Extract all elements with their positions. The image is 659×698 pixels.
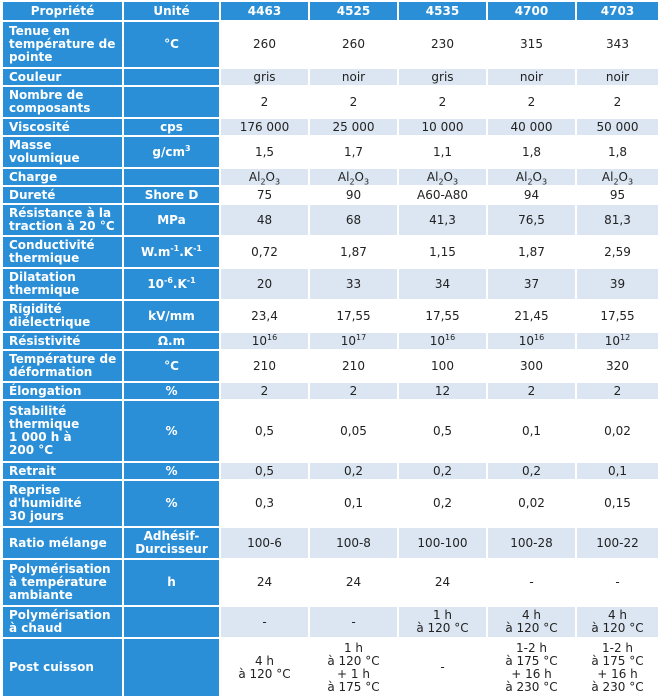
unit-cell: h	[123, 559, 220, 606]
unit-cell	[123, 606, 220, 638]
property-label: Charge	[2, 168, 123, 186]
value-cell: 100-6	[220, 527, 309, 559]
table-row	[2, 400, 659, 462]
value-cell: -	[220, 606, 309, 638]
value-cell: 100-28	[487, 527, 576, 559]
property-label: Tenue en température de pointe	[2, 21, 123, 68]
unit-cell: %	[123, 480, 220, 527]
value-cell: 0,15	[576, 480, 659, 527]
value-cell: 0,1	[309, 480, 398, 527]
unit-cell	[123, 638, 220, 697]
table-row	[2, 118, 659, 136]
property-label: Reprise d'humidité 30 jours	[2, 480, 123, 527]
value-cell: 0,5	[220, 462, 309, 480]
property-label: Viscosité	[2, 118, 123, 136]
value-cell: 39	[576, 268, 659, 300]
property-label: Résistivité	[2, 332, 123, 350]
value-cell: $10^{16}$	[398, 332, 487, 350]
table-row	[2, 68, 659, 86]
table-row	[2, 559, 659, 606]
property-label: Élongation	[2, 382, 123, 400]
unit-cell: Ω.m	[123, 332, 220, 350]
header-propriete: Propriété	[2, 1, 123, 21]
value-cell: 1-2 h à 175 °C + 16 h à 230 °C	[576, 638, 659, 697]
property-label: Dureté	[2, 186, 123, 204]
value-cell: 320	[576, 350, 659, 382]
table-row	[2, 21, 659, 68]
value-cell: 4 h à 120 °C	[220, 638, 309, 697]
value-cell: 0,3	[220, 480, 309, 527]
unit-cell: %	[123, 382, 220, 400]
value-cell: 24	[220, 559, 309, 606]
value-cell: 1,87	[487, 236, 576, 268]
value-cell: 2,59	[576, 236, 659, 268]
table-row	[2, 86, 659, 118]
value-cell: 2	[487, 86, 576, 118]
header-4703: 4703	[576, 1, 659, 21]
unit-cell	[123, 68, 220, 86]
value-cell: 4 h à 120 °C	[487, 606, 576, 638]
value-cell: $Al_2O_3$	[487, 168, 576, 186]
value-cell: 0,02	[487, 480, 576, 527]
value-cell: gris	[398, 68, 487, 86]
value-cell: 24	[309, 559, 398, 606]
value-cell: 25 000	[309, 118, 398, 136]
header-4525: 4525	[309, 1, 398, 21]
value-cell: 1 h à 120 °C + 1 h à 175 °C	[309, 638, 398, 697]
unit-cell	[123, 86, 220, 118]
property-label: Polymérisation à température ambiante	[2, 559, 123, 606]
value-cell: 17,55	[576, 300, 659, 332]
value-cell: 20	[220, 268, 309, 300]
value-cell: $10^{16}$	[487, 332, 576, 350]
unit-cell: Adhésif- Durcisseur	[123, 527, 220, 559]
table-row	[2, 300, 659, 332]
value-cell: $Al_2O_3$	[398, 168, 487, 186]
property-label: Nombre de composants	[2, 86, 123, 118]
value-cell: 260	[309, 21, 398, 68]
property-label: Conductivité thermique	[2, 236, 123, 268]
value-cell: 12	[398, 382, 487, 400]
header-4535: 4535	[398, 1, 487, 21]
value-cell: 1,7	[309, 136, 398, 168]
table-row	[2, 527, 659, 559]
value-cell: 100-100	[398, 527, 487, 559]
value-cell: 0,5	[220, 400, 309, 462]
value-cell: 260	[220, 21, 309, 68]
value-cell: 24	[398, 559, 487, 606]
value-cell: 0,72	[220, 236, 309, 268]
value-cell: 210	[309, 350, 398, 382]
value-cell: gris	[220, 68, 309, 86]
value-cell: 2	[220, 86, 309, 118]
value-cell: 17,55	[309, 300, 398, 332]
property-label: Polymérisation à chaud	[2, 606, 123, 638]
value-cell: 1,1	[398, 136, 487, 168]
value-cell: -	[576, 559, 659, 606]
value-cell: 1,15	[398, 236, 487, 268]
unit-cell: %	[123, 462, 220, 480]
table-row	[2, 462, 659, 480]
unit-cell: $g/cm^3$	[123, 136, 220, 168]
value-cell: 210	[220, 350, 309, 382]
unit-cell: kV/mm	[123, 300, 220, 332]
value-cell: $Al_2O_3$	[576, 168, 659, 186]
unit-cell: cps	[123, 118, 220, 136]
value-cell: 48	[220, 204, 309, 236]
value-cell: 1,87	[309, 236, 398, 268]
value-cell: 2	[309, 86, 398, 118]
value-cell: 33	[309, 268, 398, 300]
table-row	[2, 332, 659, 350]
value-cell: 0,5	[398, 400, 487, 462]
value-cell: 4 h à 120 °C	[576, 606, 659, 638]
value-cell: 2	[576, 86, 659, 118]
value-cell: 2	[309, 382, 398, 400]
unit-cell: $W.m^{-1}.K^{-1}$	[123, 236, 220, 268]
value-cell: 100-22	[576, 527, 659, 559]
unit-cell: MPa	[123, 204, 220, 236]
value-cell: 2	[576, 382, 659, 400]
property-label: Température de déformation	[2, 350, 123, 382]
value-cell: 94	[487, 186, 576, 204]
unit-cell: %	[123, 400, 220, 462]
value-cell: 1-2 h à 175 °C + 16 h à 230 °C	[487, 638, 576, 697]
unit-cell: °C	[123, 21, 220, 68]
value-cell: 0,2	[398, 480, 487, 527]
value-cell: 41,3	[398, 204, 487, 236]
property-label: Couleur	[2, 68, 123, 86]
value-cell: -	[487, 559, 576, 606]
value-cell: 176 000	[220, 118, 309, 136]
value-cell: 75	[220, 186, 309, 204]
value-cell: A60-A80	[398, 186, 487, 204]
value-cell: 0,1	[576, 462, 659, 480]
value-cell: 21,45	[487, 300, 576, 332]
value-cell: 17,55	[398, 300, 487, 332]
property-label: Rigidité diélectrique	[2, 300, 123, 332]
value-cell: 343	[576, 21, 659, 68]
value-cell: 300	[487, 350, 576, 382]
value-cell: 2	[220, 382, 309, 400]
value-cell: -	[398, 638, 487, 697]
value-cell: 90	[309, 186, 398, 204]
property-label: Stabilité thermique 1 000 h à 200 °C	[2, 400, 123, 462]
value-cell: $Al_2O_3$	[309, 168, 398, 186]
value-cell: 23,4	[220, 300, 309, 332]
value-cell: 1,8	[576, 136, 659, 168]
value-cell: 0,1	[487, 400, 576, 462]
value-cell: 37	[487, 268, 576, 300]
value-cell: 100-8	[309, 527, 398, 559]
value-cell: 40 000	[487, 118, 576, 136]
value-cell: 68	[309, 204, 398, 236]
value-cell: noir	[576, 68, 659, 86]
property-label: Post cuisson	[2, 638, 123, 697]
property-label: Ratio mélange	[2, 527, 123, 559]
property-label: Résistance à la traction à 20 °C	[2, 204, 123, 236]
value-cell: 10 000	[398, 118, 487, 136]
header-4463: 4463	[220, 1, 309, 21]
value-cell: 76,5	[487, 204, 576, 236]
table-row	[2, 168, 659, 186]
properties-table	[1, 0, 659, 698]
table-row	[2, 638, 659, 697]
table-row	[2, 186, 659, 204]
unit-cell: °C	[123, 350, 220, 382]
value-cell: 81,3	[576, 204, 659, 236]
value-cell: 0,02	[576, 400, 659, 462]
table-row	[2, 606, 659, 638]
value-cell: 0,05	[309, 400, 398, 462]
unit-cell	[123, 168, 220, 186]
unit-cell: $10^{-6}.K^{-1}$	[123, 268, 220, 300]
value-cell: -	[309, 606, 398, 638]
table-row	[2, 382, 659, 400]
header-4700: 4700	[487, 1, 576, 21]
value-cell: $10^{12}$	[576, 332, 659, 350]
property-label: Dilatation thermique	[2, 268, 123, 300]
unit-cell: Shore D	[123, 186, 220, 204]
value-cell: 50 000	[576, 118, 659, 136]
value-cell: 0,2	[487, 462, 576, 480]
table-row	[2, 204, 659, 236]
header-unite: Unité	[123, 1, 220, 21]
value-cell: 95	[576, 186, 659, 204]
property-label: Retrait	[2, 462, 123, 480]
table-row	[2, 268, 659, 300]
value-cell: 1 h à 120 °C	[398, 606, 487, 638]
value-cell: 0,2	[398, 462, 487, 480]
table-row	[2, 236, 659, 268]
value-cell: 230	[398, 21, 487, 68]
value-cell: 2	[398, 86, 487, 118]
value-cell: 100	[398, 350, 487, 382]
value-cell: noir	[309, 68, 398, 86]
value-cell: 0,2	[309, 462, 398, 480]
value-cell: $10^{17}$	[309, 332, 398, 350]
value-cell: 1,5	[220, 136, 309, 168]
value-cell: 1,8	[487, 136, 576, 168]
table-row	[2, 350, 659, 382]
value-cell: noir	[487, 68, 576, 86]
value-cell: 2	[487, 382, 576, 400]
table-row	[2, 136, 659, 168]
property-label: Masse volumique	[2, 136, 123, 168]
table-row	[2, 480, 659, 527]
value-cell: $Al_2O_3$	[220, 168, 309, 186]
value-cell: 315	[487, 21, 576, 68]
header-row	[2, 1, 659, 21]
value-cell: $10^{16}$	[220, 332, 309, 350]
value-cell: 34	[398, 268, 487, 300]
